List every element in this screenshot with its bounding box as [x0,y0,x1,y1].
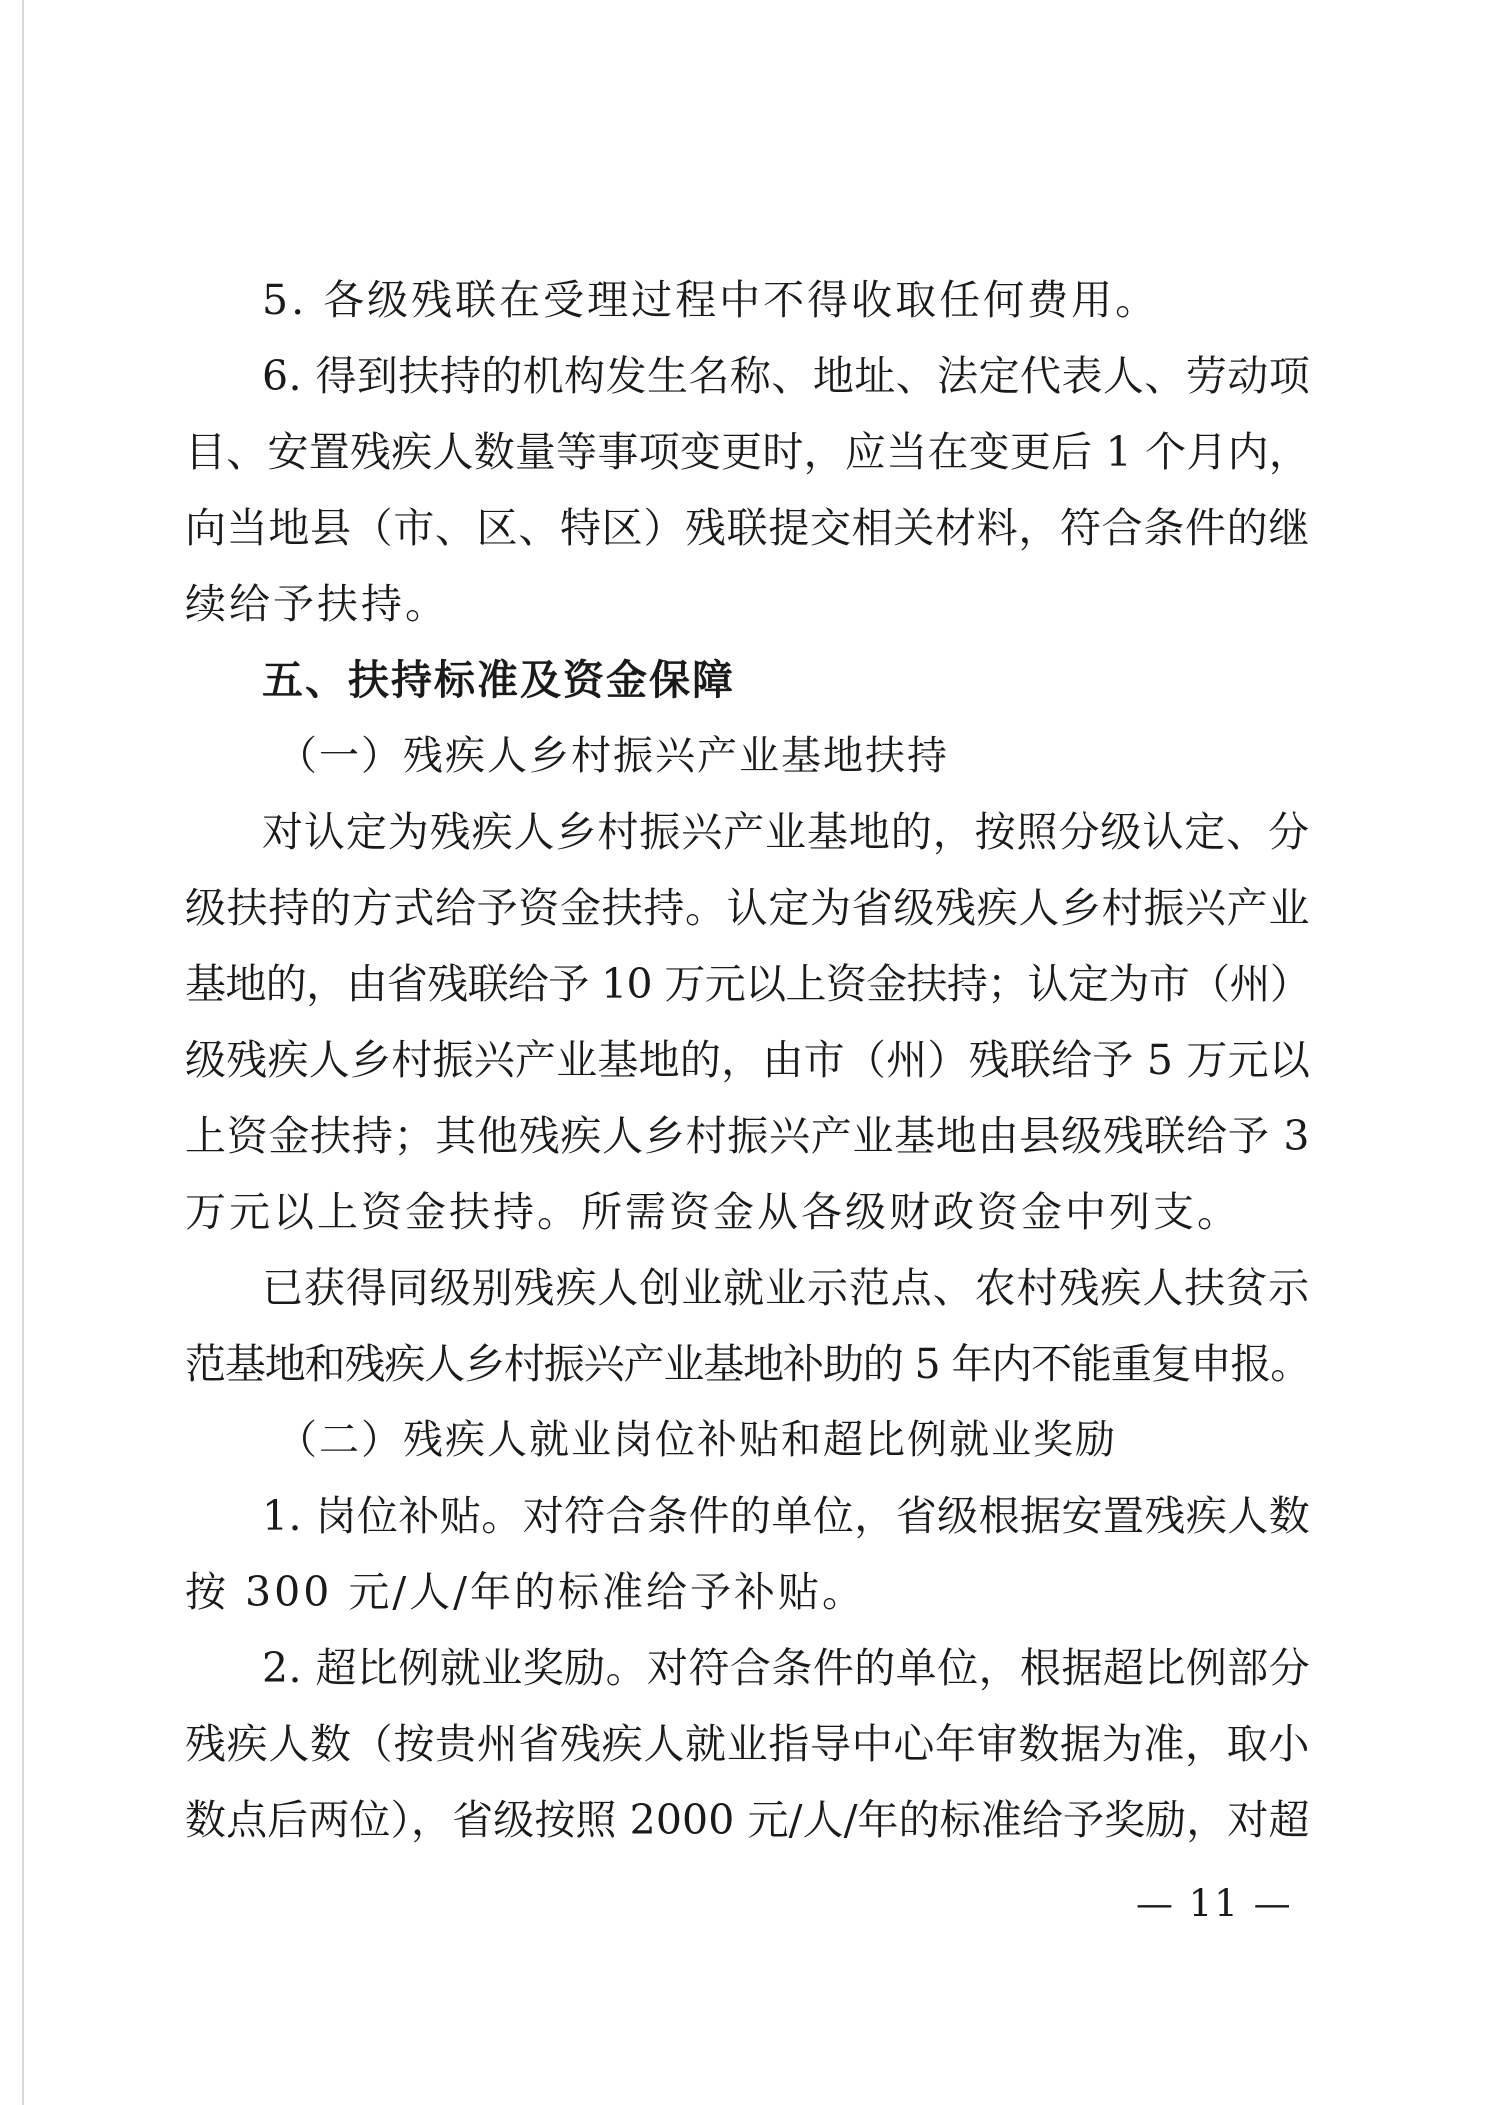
paragraph-line: 上资金扶持；其他残疾人乡村振兴产业基地由县级残联给予 3 [185,1112,1311,1160]
paragraph-line: 已获得同级别残疾人创业就业示范点、农村残疾人扶贫示 [262,1264,1310,1312]
subsection-heading: （一）残疾人乡村振兴产业基地扶持 [277,733,949,779]
paragraph-line: 数点后两位），省级按照 2000 元/人/年的标准给予奖励，对超 [185,1796,1310,1844]
paragraph-line: 对认定为残疾人乡村振兴产业基地的，按照分级认定、分 [262,808,1310,856]
paragraph-line: 续给予扶持。 [185,580,449,628]
paragraph-line: 基地的，由省残联给予 10 万元以上资金扶持；认定为市（州） [185,960,1311,1008]
paragraph-line: 万元以上资金扶持。所需资金从各级财政资金中列支。 [185,1188,1241,1236]
section-heading: 五、扶持标准及资金保障 [262,656,735,704]
paragraph-line: 目、安置残疾人数量等事项变更时，应当在变更后 1 个月内， [185,428,1311,476]
paragraph-line: 1. 岗位补贴。对符合条件的单位，省级根据安置残疾人数 [262,1492,1311,1540]
page-number: — 11 — [1136,1882,1293,1925]
scan-edge-shadow [22,0,24,2105]
paragraph-line: 按 300 元/人/年的标准给予补贴。 [185,1568,866,1616]
paragraph-line: 向当地县（市、区、特区）残联提交相关材料，符合条件的继 [185,504,1310,552]
paragraph-line: 6. 得到扶持的机构发生名称、地址、法定代表人、劳动项 [262,352,1311,400]
paragraph-line: 残疾人数（按贵州省残疾人就业指导中心年审数据为准，取小 [185,1720,1310,1768]
paragraph-line: 2. 超比例就业奖励。对符合条件的单位，根据超比例部分 [262,1644,1311,1692]
subsection-heading: （二）残疾人就业岗位补贴和超比例就业奖励 [277,1417,1117,1463]
paragraph-line: 5. 各级残联在受理过程中不得收取任何费用。 [262,276,1160,324]
paragraph-line: 级残疾人乡村振兴产业基地的，由市（州）残联给予 5 万元以 [185,1036,1311,1084]
paragraph-line: 范基地和残疾人乡村振兴产业基地补助的 5 年内不能重复申报。 [185,1340,1311,1388]
paragraph-line: 级扶持的方式给予资金扶持。认定为省级残疾人乡村振兴产业 [185,884,1310,932]
